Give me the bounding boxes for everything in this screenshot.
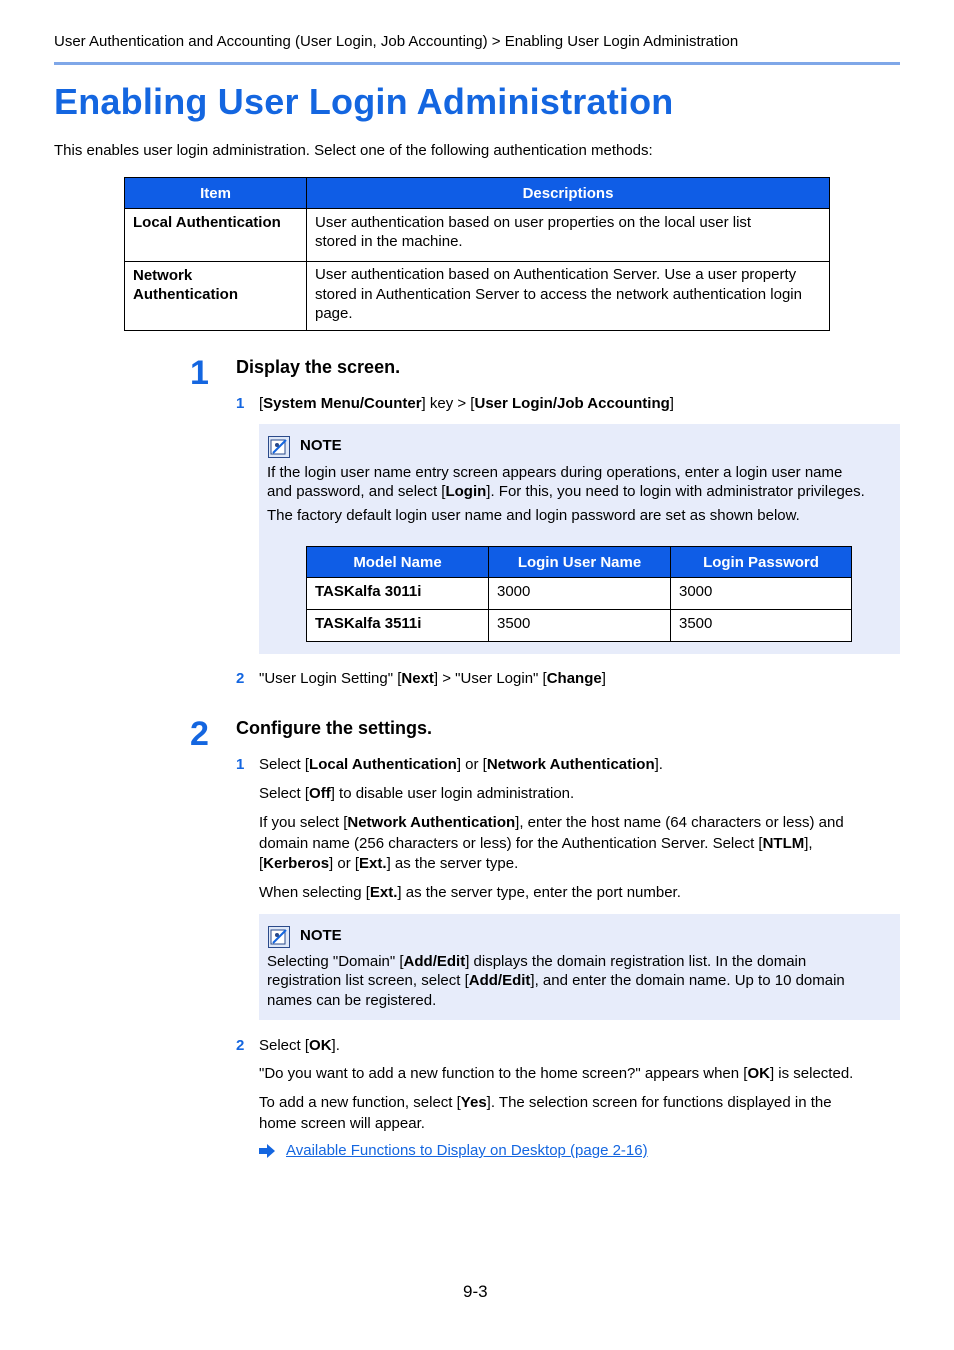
table-row bbox=[307, 610, 852, 642]
substep-text: Select [OK]. bbox=[259, 1037, 340, 1054]
step-title: Display the screen. bbox=[236, 357, 401, 377]
note-text: Selecting "Domain" [Add/Edit] displays the domain registration list. In the domain bbox=[267, 953, 807, 970]
substep-text: [System Menu/Counter] key > [User Login/Job Accounting] bbox=[259, 395, 674, 412]
model-name-cell: TASKalfa 3011i bbox=[307, 578, 489, 610]
substep-text: domain name (256 characters or less) for the Authentication Server. Select [NTLM], bbox=[259, 835, 813, 852]
login-password-cell: 3000 bbox=[671, 578, 852, 610]
note-text: and password, and select [Login]. For this, you need to login with administrator privileges. bbox=[267, 483, 865, 500]
auth-item-cell bbox=[125, 262, 307, 331]
column-header-model-name: Model Name bbox=[307, 547, 489, 578]
arrow-right-icon bbox=[258, 1143, 276, 1163]
substep-text: To add a new function, select [Yes]. The selection screen for functions displayed in the bbox=[259, 1094, 832, 1111]
substep-text: "Do you want to add a new function to the home screen?" appears when [OK] is selected. bbox=[259, 1065, 854, 1082]
note-label: NOTE bbox=[300, 927, 342, 944]
column-header-login-password: Login Password bbox=[671, 547, 852, 578]
cell-line: Authentication bbox=[133, 286, 238, 303]
substep-number: 1 bbox=[236, 756, 245, 773]
intro-text: This enables user login administration. Select one of the following authentication methods: bbox=[54, 142, 653, 159]
table-row bbox=[307, 578, 852, 610]
note-text: registration list screen, select [Add/Edit], and enter the domain name. Up to 10 domain bbox=[267, 972, 845, 989]
note-icon bbox=[268, 436, 290, 458]
note-label: NOTE bbox=[300, 437, 342, 454]
note-text: The factory default login user name and login password are set as shown below. bbox=[267, 507, 800, 524]
note-text: names can be registered. bbox=[267, 992, 437, 1009]
note-text: If the login user name entry screen appears during operations, enter a login user name bbox=[267, 464, 843, 481]
cell-line: Local Authentication bbox=[133, 214, 281, 231]
login-user-name-cell: 3500 bbox=[489, 610, 671, 642]
login-defaults-table bbox=[306, 546, 852, 642]
table-header-row bbox=[307, 547, 852, 578]
header-rule bbox=[54, 62, 900, 65]
page-title: Enabling User Login Administration bbox=[54, 81, 674, 122]
step-number: 1 bbox=[190, 354, 209, 392]
available-functions-link[interactable]: Available Functions to Display on Desktop (page 2-16) bbox=[286, 1142, 648, 1159]
cell-line: stored in the machine. bbox=[315, 233, 463, 250]
cell-line: Network bbox=[133, 267, 193, 284]
cell-line: stored in Authentication Server to access the network authentication login bbox=[315, 285, 802, 303]
substep-text: If you select [Network Authentication], enter the host name (64 characters or less) and bbox=[259, 814, 844, 831]
menu-key-user-login: User Login/Job Accounting bbox=[474, 395, 670, 412]
auth-desc-cell bbox=[307, 209, 830, 262]
cell-line: User authentication based on Authentication Server. Use a user property bbox=[315, 266, 797, 283]
substep-text: When selecting [Ext.] as the server type, enter the port number. bbox=[259, 884, 681, 901]
substep-text: home screen will appear. bbox=[259, 1115, 425, 1132]
auth-methods-table bbox=[124, 177, 830, 331]
login-user-name-cell: 3000 bbox=[489, 578, 671, 610]
column-header-item: Item bbox=[125, 178, 307, 209]
substep-number: 1 bbox=[236, 395, 245, 412]
cell-line: page. bbox=[315, 305, 353, 322]
table-row bbox=[125, 262, 830, 331]
menu-key-system-menu: System Menu/Counter bbox=[263, 395, 422, 412]
step-title: Configure the settings. bbox=[236, 718, 433, 738]
cell-line: User authentication based on user properties on the local user list bbox=[315, 214, 752, 231]
step-number: 2 bbox=[190, 715, 209, 753]
column-header-login-user-name: Login User Name bbox=[489, 547, 671, 578]
substep-text: [Kerberos] or [Ext.] as the server type. bbox=[259, 855, 519, 872]
breadcrumb: User Authentication and Accounting (User Login, Job Accounting) > Enabling User Login Administration bbox=[54, 33, 739, 50]
substep-text: Select [Local Authentication] or [Network Authentication]. bbox=[259, 756, 663, 773]
table-header-row bbox=[125, 178, 830, 209]
table-row bbox=[125, 209, 830, 262]
note-icon bbox=[268, 926, 290, 948]
auth-desc-cell bbox=[307, 262, 830, 331]
auth-item-cell bbox=[125, 209, 307, 262]
substep-text: "User Login Setting" [Next] > "User Login" [Change] bbox=[259, 670, 606, 687]
model-name-cell: TASKalfa 3511i bbox=[307, 610, 489, 642]
substep-text: Select [Off] to disable user login administration. bbox=[259, 785, 575, 802]
substep-number: 2 bbox=[236, 670, 245, 687]
substep-number: 2 bbox=[236, 1037, 245, 1054]
column-header-descriptions: Descriptions bbox=[307, 178, 830, 209]
page-number: 9-3 bbox=[463, 1282, 488, 1301]
login-password-cell: 3500 bbox=[671, 610, 852, 642]
